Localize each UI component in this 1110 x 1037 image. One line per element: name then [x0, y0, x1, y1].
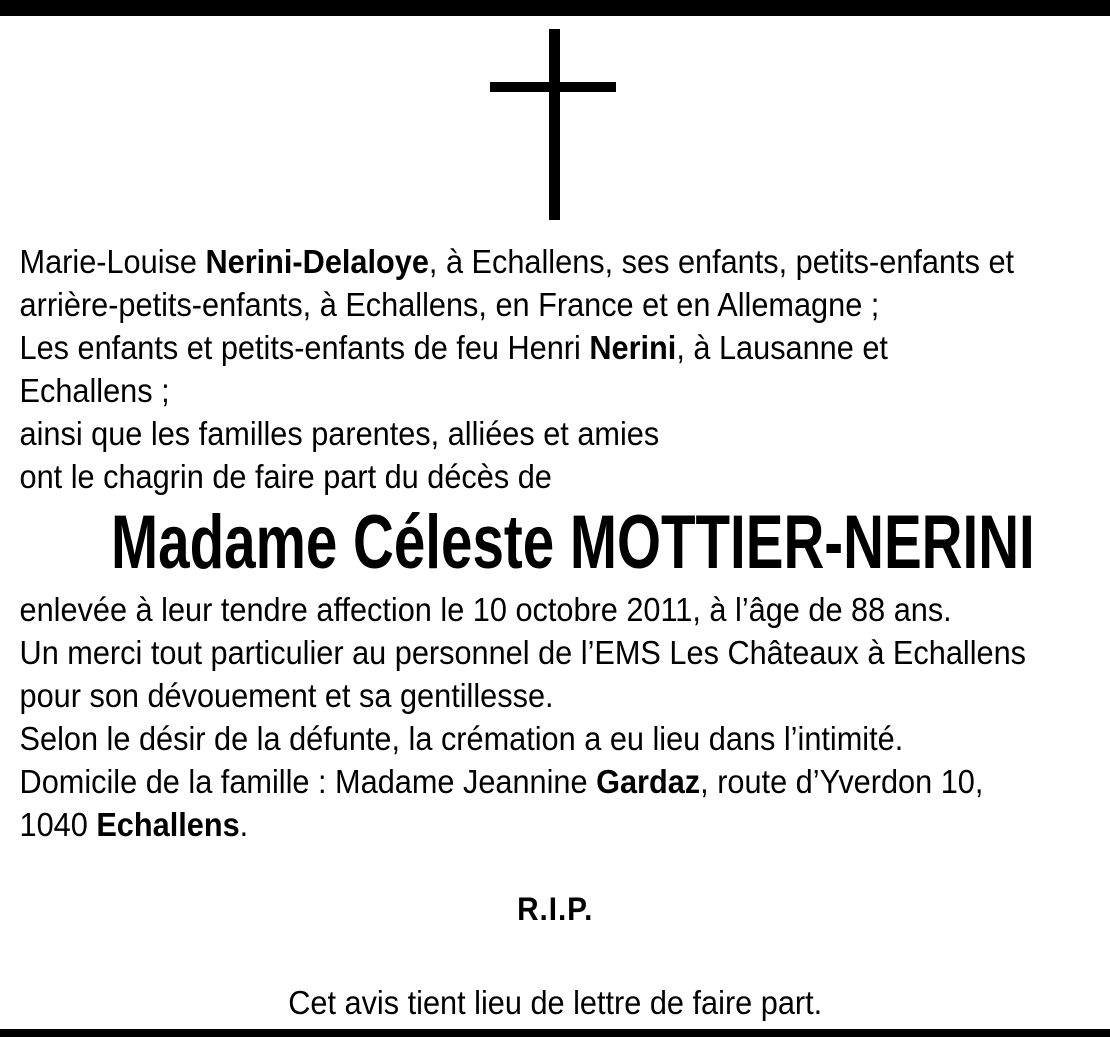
- body-line: [0, 412, 1110, 455]
- text-segment: Gardaz: [596, 763, 701, 800]
- body-line: [0, 760, 1110, 803]
- text-segment: Selon le désir de la défunte, la crémation a eu lieu dans l’intimité.: [19, 720, 904, 757]
- bottom-rule: [0, 1029, 1110, 1037]
- text-segment: , à Echallens, ses enfants, petits-enfants et: [428, 243, 1015, 280]
- cross-vertical-bar: [549, 29, 560, 220]
- text-segment: Echallens: [96, 806, 240, 843]
- deceased-name-heading: Madame Céleste MOTTIER-NERINI: [111, 500, 1035, 585]
- text-segment: Domicile de la famille : Madame Jeannine: [19, 763, 597, 800]
- text-segment: .: [239, 806, 249, 843]
- text-segment: Un merci tout particulier au personnel de l’EMS Les Châteaux à Echallens: [19, 634, 1027, 671]
- closing-text: Cet avis tient lieu de lettre de faire part.: [288, 984, 823, 1021]
- notice-content: [0, 240, 1110, 1024]
- text-segment: Nerini: [589, 329, 677, 366]
- text-segment: enlevée à leur tendre affection le 10 octobre 2011, à l’âge de 88 ans.: [19, 591, 952, 628]
- text-segment: Marie-Louise: [19, 243, 206, 280]
- rip-text: R.I.P.: [517, 891, 594, 927]
- cross-horizontal-bar: [490, 82, 616, 92]
- notice-body-top: [0, 240, 1110, 498]
- text-segment: pour son dévouement et sa gentillesse.: [19, 677, 554, 714]
- text-segment: 1040: [19, 806, 97, 843]
- text-segment: Les enfants et petits-enfants de feu Henri: [19, 329, 590, 366]
- body-line: [0, 326, 1110, 369]
- body-line: [0, 588, 1110, 631]
- text-segment: , à Lausanne et: [676, 329, 888, 366]
- notice-body-bottom: [0, 588, 1110, 846]
- body-line: [0, 283, 1110, 326]
- body-line: [0, 631, 1110, 674]
- text-segment: Nerini-Delaloye: [205, 243, 429, 280]
- body-line: [0, 455, 1110, 498]
- text-segment: arrière-petits-enfants, à Echallens, en France et en Allemagne ;: [19, 286, 880, 323]
- body-line: [0, 803, 1110, 846]
- top-rule: [0, 0, 1110, 16]
- text-segment: Echallens ;: [19, 372, 170, 409]
- cross-icon: [490, 29, 616, 220]
- body-line: [0, 240, 1110, 283]
- text-segment: , route d’Yverdon 10,: [700, 763, 984, 800]
- body-line: [0, 674, 1110, 717]
- text-segment: ont le chagrin de faire part du décès de: [19, 458, 552, 495]
- text-segment: ainsi que les familles parentes, alliées et amies: [19, 415, 660, 452]
- body-line: [0, 369, 1110, 412]
- body-line: [0, 717, 1110, 760]
